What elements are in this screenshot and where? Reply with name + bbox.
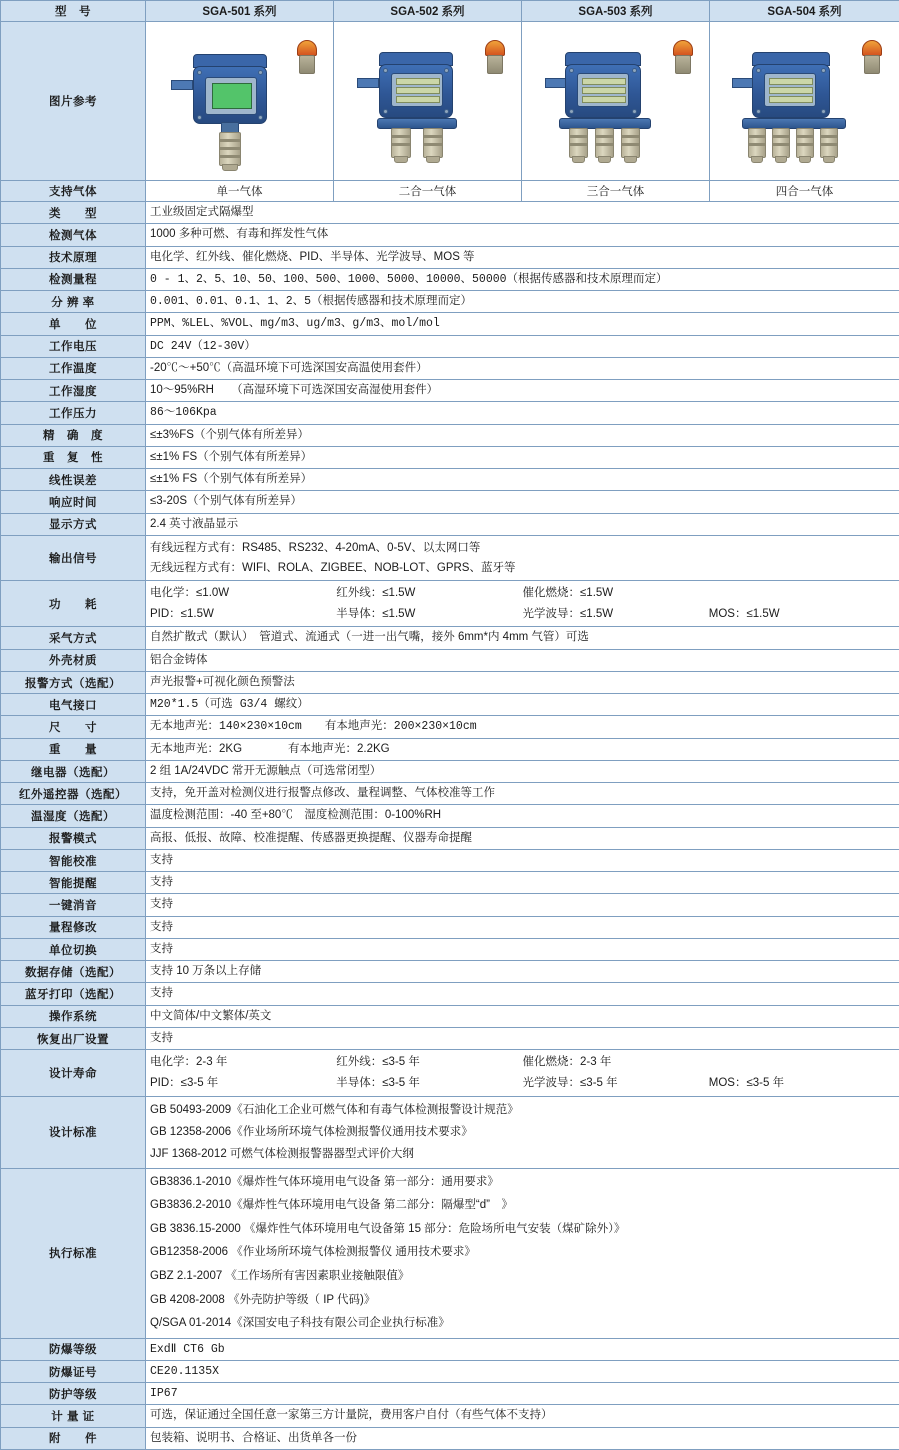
row-value-power [146, 581, 899, 627]
table-row [1, 627, 899, 649]
row-value: 0.001、0.01、0.1、1、2、5（根据传感器和技术原理而定） [146, 291, 899, 313]
row-value: 声光报警+可视化颜色预警法 [146, 671, 899, 693]
row-value-design-life [146, 1050, 899, 1096]
row-value: 支持，免开盖对检测仪进行报警点修改、量程调整、气体校准等工作 [146, 783, 899, 805]
row-label-exec-standard: 执行标准 [1, 1168, 146, 1338]
row-value: 无本地声光：2KG 有本地声光：2.2KG [146, 738, 899, 760]
row-label: 恢复出厂设置 [1, 1027, 146, 1049]
table-row [1, 872, 899, 894]
exec-standard-line: GB 4208-2008 《外壳防护等级（ IP 代码)》 [150, 1289, 895, 1313]
table-row [1, 894, 899, 916]
table-row [1, 827, 899, 849]
alarm-horn-icon [862, 40, 882, 74]
row-label: 重 量 [1, 738, 146, 760]
table-row-design-life [1, 1050, 899, 1096]
table-row [1, 1360, 899, 1382]
alarm-horn-icon [673, 40, 693, 74]
gas-support-value-1: 单一气体 [146, 181, 334, 202]
model-header-4: SGA-504 系列 [710, 1, 899, 22]
row-value: 10～95%RH （高湿环境下可选深国安高湿使用套件） [146, 380, 899, 402]
row-value: 温度检测范围：-40 至+80℃ 湿度检测范围：0-100%RH [146, 805, 899, 827]
row-label: 一键消音 [1, 894, 146, 916]
power-item: MOS：≤1.5W [709, 604, 895, 625]
table-row-gas-support [1, 181, 899, 202]
row-value: 高报、低报、故障、校准提醒、传感器更换提醒、仪器寿命提醒 [146, 827, 899, 849]
table-row [1, 246, 899, 268]
row-label: 单位切换 [1, 938, 146, 960]
table-row [1, 402, 899, 424]
row-label: 防爆证号 [1, 1360, 146, 1382]
row-value: 可选，保证通过全国任意一家第三方计量院，费用客户自付（有些气体不支持） [146, 1405, 899, 1427]
table-row [1, 1383, 899, 1405]
power-item: PID：≤1.5W [150, 604, 336, 625]
table-row-power [1, 581, 899, 627]
model-header-1: SGA-501 系列 [146, 1, 334, 22]
table-row [1, 849, 899, 871]
design-life-item: 光学波导：≤3-5 年 [523, 1073, 709, 1094]
table-row [1, 291, 899, 313]
row-label: 计 量 证 [1, 1405, 146, 1427]
table-row [1, 694, 899, 716]
output-signal-wired: 有线远程方式有：RS485、RS232、4-20mA、0-5V、以太网口等 [150, 538, 895, 558]
row-label: 工作压力 [1, 402, 146, 424]
row-label: 检测气体 [1, 224, 146, 246]
table-row [1, 513, 899, 535]
row-label: 工作电压 [1, 335, 146, 357]
table-row [1, 313, 899, 335]
row-value-output-signal [146, 535, 899, 580]
row-label: 数据存储（选配） [1, 961, 146, 983]
row-value: 支持 10 万条以上存储 [146, 961, 899, 983]
row-value: 支持 [146, 983, 899, 1005]
row-value: 电化学、红外线、催化燃烧、PID、半导体、光学波导、MOS 等 [146, 246, 899, 268]
row-value: CE20.1135X [146, 1360, 899, 1382]
model-header-2: SGA-502 系列 [334, 1, 522, 22]
exec-standard-line: GB 3836.15-2000 《爆炸性气体环境用电气设备第 15 部分：危险场所电气安装（煤矿除外）》 [150, 1218, 895, 1242]
row-label-gas-support: 支持气体 [1, 181, 146, 202]
gas-detector-icon [531, 28, 701, 178]
gas-support-value-3: 三合一气体 [522, 181, 710, 202]
output-signal-wireless: 无线远程方式有：WIFI、ROLA、ZIGBEE、NOB-LOT、GPRS、蓝牙等 [150, 558, 895, 578]
table-row [1, 916, 899, 938]
row-value: 0 - 1、2、5、10、50、100、500、1000、5000、10000、50000（根据传感器和技术原理而定） [146, 268, 899, 290]
row-label-model: 型 号 [1, 1, 146, 22]
table-row [1, 716, 899, 738]
table-row-design-standard [1, 1096, 899, 1168]
gas-detector-icon [720, 28, 890, 178]
row-label: 采气方式 [1, 627, 146, 649]
table-row [1, 268, 899, 290]
row-label-output-signal: 输出信号 [1, 535, 146, 580]
row-label: 工作湿度 [1, 380, 146, 402]
row-label: 检测量程 [1, 268, 146, 290]
row-value: 支持 [146, 872, 899, 894]
table-row [1, 224, 899, 246]
exec-standard-line: Q/SGA 01-2014《深国安电子科技有限公司企业执行标准》 [150, 1312, 895, 1336]
exec-standard-line: GB3836.1-2010《爆炸性气体环境用电气设备 第一部分：通用要求》 [150, 1171, 895, 1195]
row-label-image-reference: 图片参考 [1, 22, 146, 181]
table-row [1, 1338, 899, 1360]
product-image-3 [522, 22, 710, 181]
row-label: 报警方式（选配） [1, 671, 146, 693]
exec-standard-line: GB3836.2-2010《爆炸性气体环境用电气设备 第二部分：隔爆型“d” 》 [150, 1194, 895, 1218]
row-label: 响应时间 [1, 491, 146, 513]
table-row [1, 1427, 899, 1449]
alarm-horn-icon [297, 40, 317, 74]
row-label: 类 型 [1, 202, 146, 224]
row-value: 无本地声光：140×230×10cm 有本地声光：200×230×10cm [146, 716, 899, 738]
row-value-design-standard [146, 1096, 899, 1168]
row-label: 精 确 度 [1, 424, 146, 446]
row-value: 中文简体/中文繁体/英文 [146, 1005, 899, 1027]
table-row [1, 357, 899, 379]
power-item: 红外线：≤1.5W [336, 583, 522, 604]
table-row-output-signal [1, 535, 899, 580]
power-item: 电化学：≤1.0W [150, 583, 336, 604]
row-label: 显示方式 [1, 513, 146, 535]
design-life-item: MOS：≤3-5 年 [709, 1073, 895, 1094]
row-value: PPM、%LEL、%VOL、mg/m3、ug/m3、g/m3、mol/mol [146, 313, 899, 335]
table-row [1, 983, 899, 1005]
row-value: 铝合金铸体 [146, 649, 899, 671]
table-row [1, 961, 899, 983]
design-life-item: 红外线：≤3-5 年 [336, 1052, 522, 1073]
row-value: ≤±1% FS（个别气体有所差异） [146, 469, 899, 491]
row-value-exec-standard [146, 1168, 899, 1338]
table-row [1, 649, 899, 671]
row-value: ≤±3%FS（个别气体有所差异） [146, 424, 899, 446]
table-row [1, 760, 899, 782]
row-value: 2.4 英寸液晶显示 [146, 513, 899, 535]
design-life-item: PID：≤3-5 年 [150, 1073, 336, 1094]
row-value: 支持 [146, 938, 899, 960]
row-value: 支持 [146, 894, 899, 916]
power-item: 光学波导：≤1.5W [523, 604, 709, 625]
table-row [1, 738, 899, 760]
row-label: 报警模式 [1, 827, 146, 849]
table-row [1, 938, 899, 960]
row-label: 附 件 [1, 1427, 146, 1449]
alarm-horn-icon [485, 40, 505, 74]
row-value: ≤±1% FS（个别气体有所差异） [146, 446, 899, 468]
design-life-item [709, 1052, 895, 1073]
row-value: 自然扩散式（默认） 管道式、流通式（一进一出气嘴，接外 6mm*内 4mm 气管）可选 [146, 627, 899, 649]
row-label: 操作系统 [1, 1005, 146, 1027]
table-row [1, 335, 899, 357]
table-row [1, 783, 899, 805]
row-label: 单 位 [1, 313, 146, 335]
design-standard-line: JJF 1368-2012 可燃气体检测报警器器型式评价大纲 [150, 1143, 895, 1165]
row-label-design-standard: 设计标准 [1, 1096, 146, 1168]
product-image-1 [146, 22, 334, 181]
gas-support-value-2: 二合一气体 [334, 181, 522, 202]
row-value: IP67 [146, 1383, 899, 1405]
table-row [1, 446, 899, 468]
power-item: 半导体：≤1.5W [336, 604, 522, 625]
gas-detector-icon [155, 28, 325, 178]
row-label: 量程修改 [1, 916, 146, 938]
table-row [1, 805, 899, 827]
row-value: 支持 [146, 849, 899, 871]
row-label: 线性误差 [1, 469, 146, 491]
design-standard-line: GB 50493-2009《石油化工企业可燃气体和有毒气体检测报警设计规范》 [150, 1099, 895, 1121]
row-label: 重 复 性 [1, 446, 146, 468]
row-label: 继电器（选配） [1, 760, 146, 782]
row-label: 防爆等级 [1, 1338, 146, 1360]
table-row [1, 1027, 899, 1049]
row-value: 1000 多种可燃、有毒和挥发性气体 [146, 224, 899, 246]
row-value: 包装箱、说明书、合格证、出货单各一份 [146, 1427, 899, 1449]
row-label: 防护等级 [1, 1383, 146, 1405]
row-value: -20℃～+50℃（高温环境下可选深国安高温使用套件） [146, 357, 899, 379]
row-label: 分 辨 率 [1, 291, 146, 313]
table-row [1, 491, 899, 513]
row-label: 技术原理 [1, 246, 146, 268]
table-row [1, 1005, 899, 1027]
table-row [1, 380, 899, 402]
row-label: 智能提醒 [1, 872, 146, 894]
product-image-4 [710, 22, 899, 181]
design-life-grid [150, 1052, 895, 1093]
row-value: ExdⅡ CT6 Gb [146, 1338, 899, 1360]
row-label: 智能校准 [1, 849, 146, 871]
row-label: 蓝牙打印（选配） [1, 983, 146, 1005]
row-label-design-life: 设计寿命 [1, 1050, 146, 1096]
power-item: 催化燃烧：≤1.5W [523, 583, 709, 604]
table-row-exec-standard [1, 1168, 899, 1338]
row-label: 工作温度 [1, 357, 146, 379]
row-label: 温湿度（选配） [1, 805, 146, 827]
row-label: 尺 寸 [1, 716, 146, 738]
gas-detector-icon [343, 28, 513, 178]
power-grid [150, 583, 895, 624]
exec-standard-line: GB12358-2006 《作业场所环境气体检测报警仪 通用技术要求》 [150, 1241, 895, 1265]
design-life-item: 电化学：2-3 年 [150, 1052, 336, 1073]
power-item [709, 583, 895, 604]
design-life-item: 半导体：≤3-5 年 [336, 1073, 522, 1094]
table-row [1, 469, 899, 491]
row-label-power: 功 耗 [1, 581, 146, 627]
product-image-2 [334, 22, 522, 181]
table-row-images [1, 22, 899, 181]
exec-standard-line: GBZ 2.1-2007 《工作场所有害因素职业接触限值》 [150, 1265, 895, 1289]
row-label: 红外遥控器（选配） [1, 783, 146, 805]
row-value: 工业级固定式隔爆型 [146, 202, 899, 224]
gas-support-value-4: 四合一气体 [710, 181, 899, 202]
row-value: 支持 [146, 916, 899, 938]
table-row [1, 424, 899, 446]
design-life-item: 催化燃烧：2-3 年 [523, 1052, 709, 1073]
row-value: M20*1.5（可选 G3/4 螺纹） [146, 694, 899, 716]
row-value: 86～106Kpa [146, 402, 899, 424]
row-value: 支持 [146, 1027, 899, 1049]
row-value: DC 24V（12-30V） [146, 335, 899, 357]
row-label: 外壳材质 [1, 649, 146, 671]
design-standard-line: GB 12358-2006《作业场所环境气体检测报警仪通用技术要求》 [150, 1121, 895, 1143]
row-label: 电气接口 [1, 694, 146, 716]
table-row [1, 202, 899, 224]
row-value: ≤3-20S（个别气体有所差异） [146, 491, 899, 513]
table-row-model-header [1, 1, 899, 22]
table-row [1, 1405, 899, 1427]
model-header-3: SGA-503 系列 [522, 1, 710, 22]
table-row [1, 671, 899, 693]
row-value: 2 组 1A/24VDC 常开无源触点（可选常闭型） [146, 760, 899, 782]
